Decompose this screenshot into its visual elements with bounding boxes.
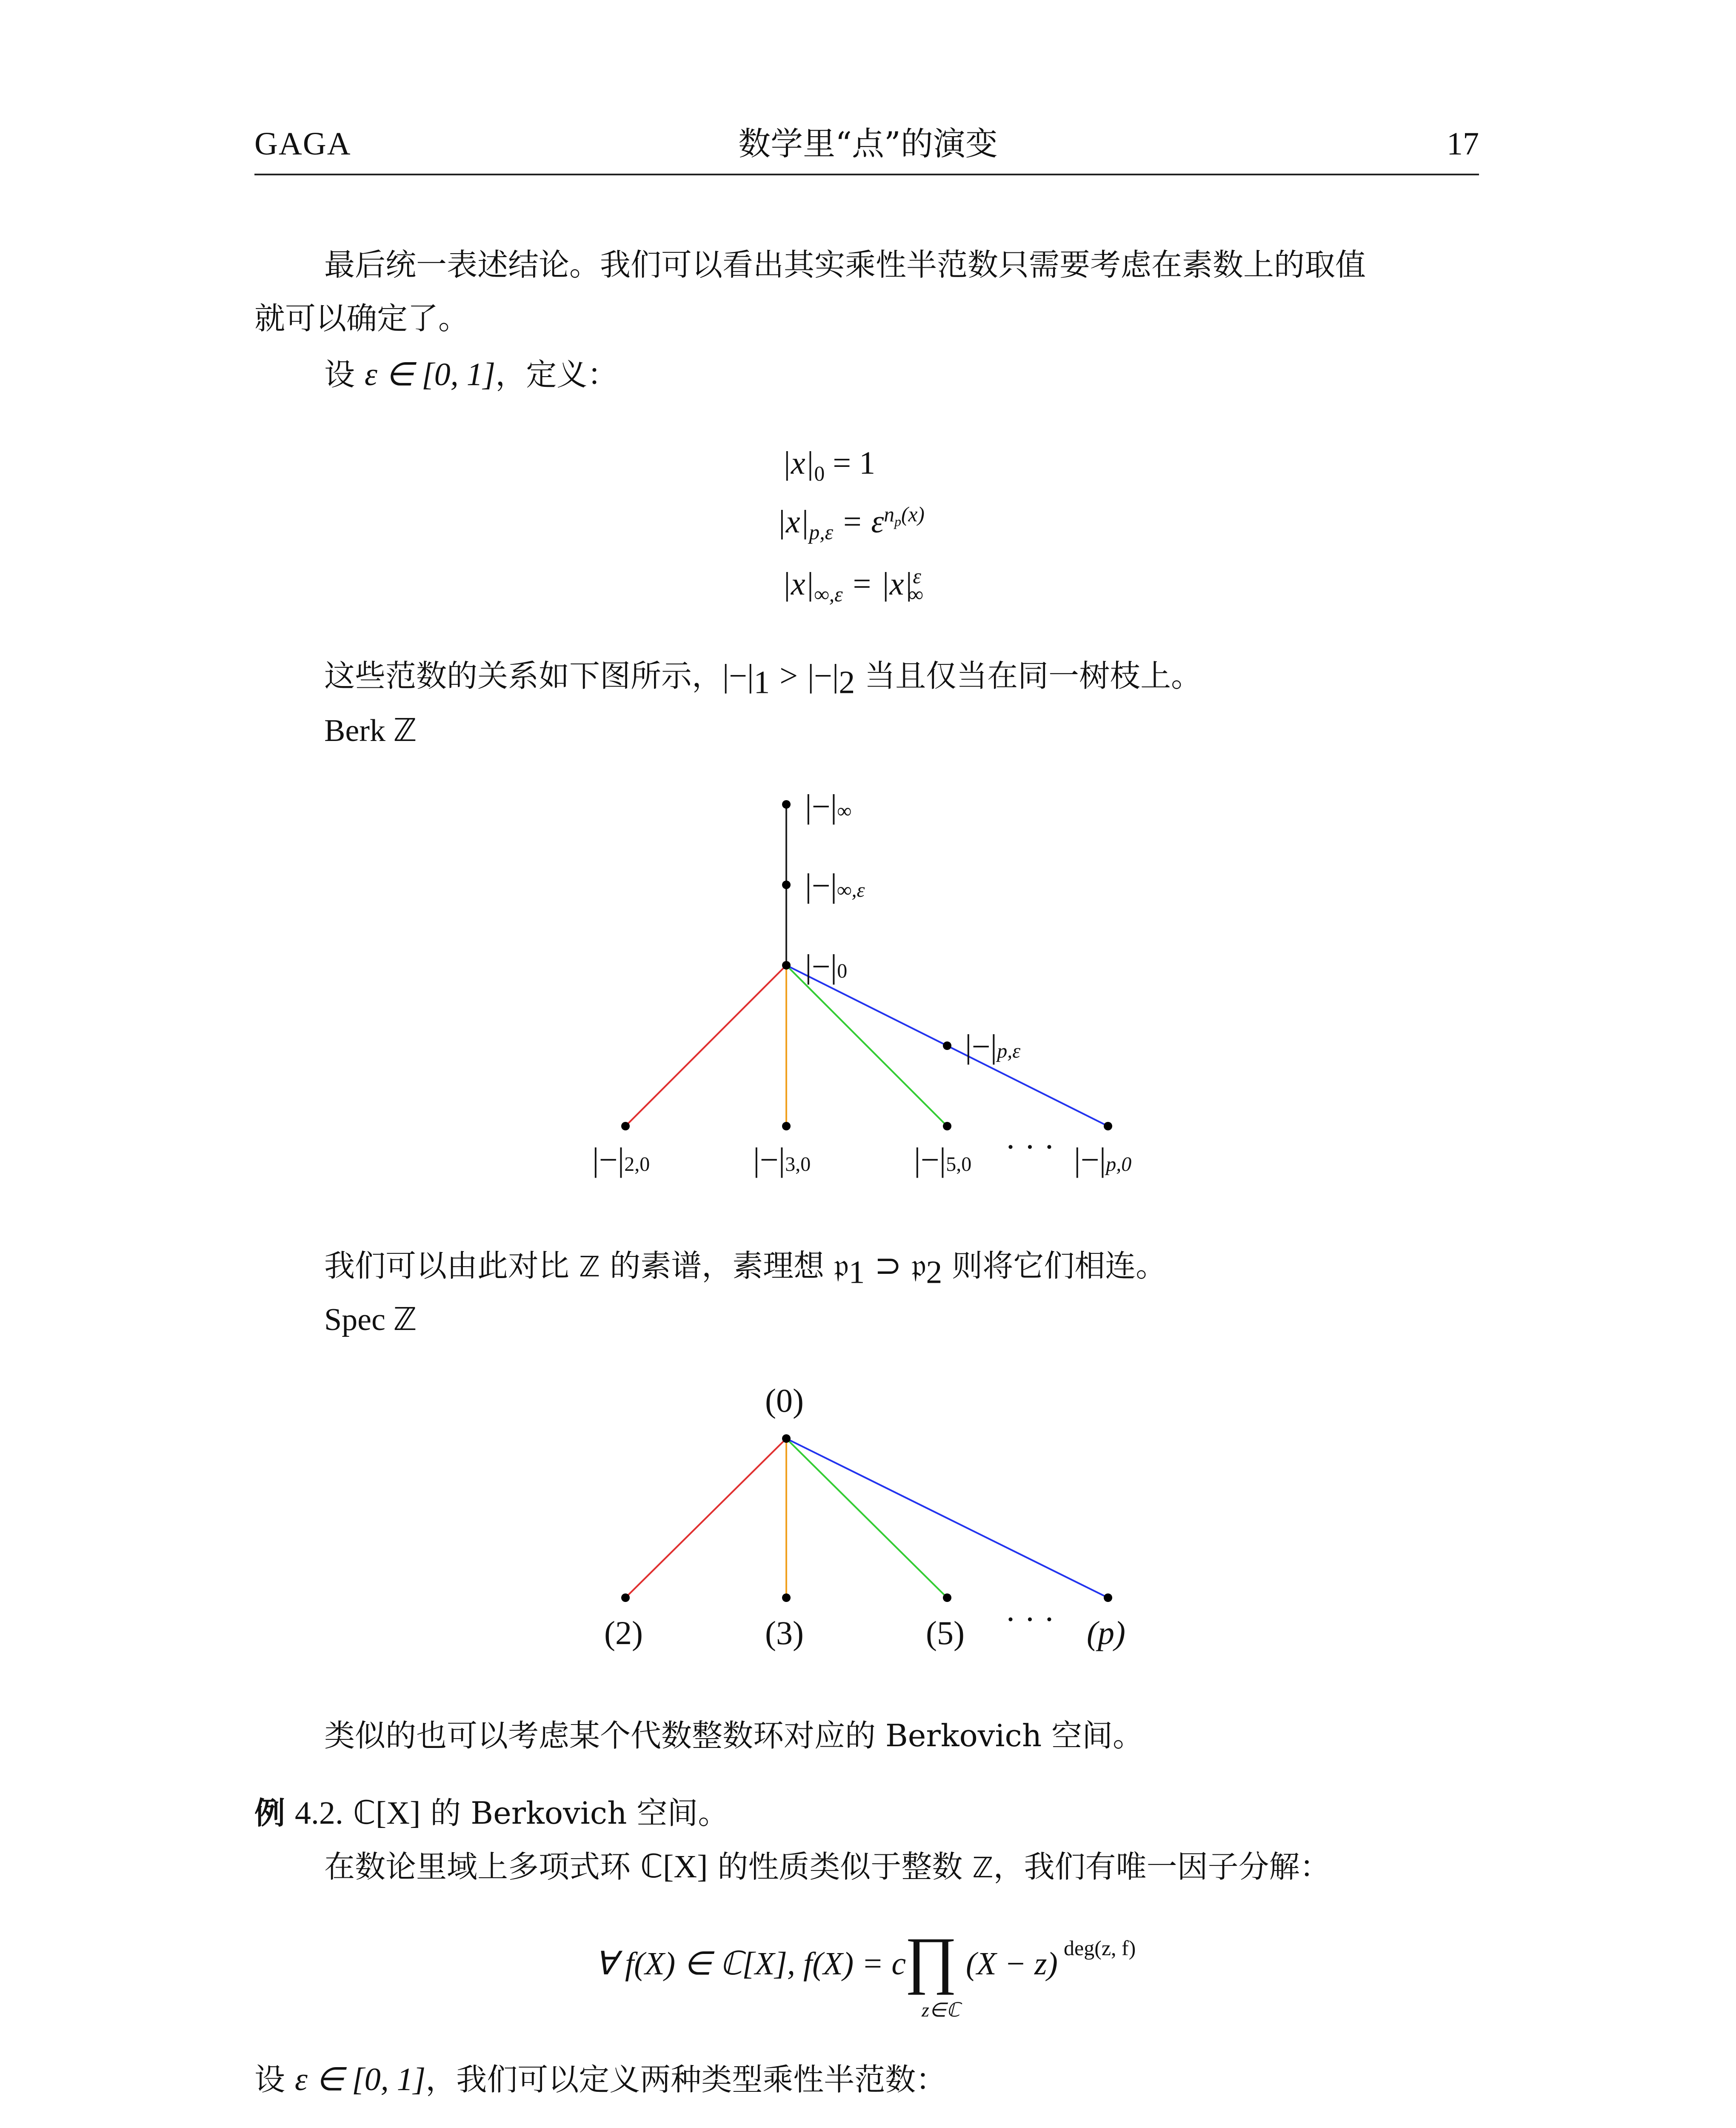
para4-prime-2: 𝔭 — [911, 1248, 926, 1284]
spec-tree-edges — [625, 1439, 1108, 1598]
example-number: 4.2. — [294, 1795, 343, 1831]
spec-node-p — [1104, 1593, 1112, 1602]
para7-lead: 设 — [254, 2062, 286, 2097]
product-index: z∈ℂ — [922, 1999, 960, 2021]
berk-tree-nodes — [621, 800, 1112, 1130]
paragraph-1-line-2: 就可以确定了。 — [254, 300, 469, 336]
eq2-lhs: |x| — [777, 504, 809, 540]
eq2-sub: p,ε — [809, 521, 834, 544]
spec-label-2: (2) — [604, 1614, 643, 1651]
spec-label-3: (3) — [765, 1614, 804, 1651]
berk-label-5: |−|5,0 — [914, 1141, 972, 1178]
para3-norm-1-sub: 1 — [754, 664, 770, 701]
eq3-sub2: ∞ — [908, 583, 924, 606]
para6-text-3: ，我们有唯一因子分解： — [993, 1849, 1331, 1885]
para2-range: ε ∈ [0, 1] — [364, 357, 496, 392]
eq2-sup: n — [884, 502, 894, 526]
para4-prime-1-sub: 1 — [848, 1254, 865, 1290]
paragraph-5: 类似的也可以考虑某个代数整数环对应的 Berkovich 空间。 — [324, 1718, 1144, 1753]
berk-node-zero — [782, 961, 791, 970]
spec-node-5 — [943, 1593, 951, 1602]
header-running-title: GAGA — [254, 126, 351, 162]
berk-edge-2 — [625, 965, 786, 1126]
spec-label-p: (p) — [1087, 1614, 1125, 1651]
para6-text-1: 在数论里域上多项式环 — [324, 1849, 631, 1885]
spec-z-title: Spec ℤ — [324, 1302, 417, 1337]
header-chapter-title: 数学里“点”的演变 — [738, 125, 998, 163]
para7-tail: ，我们可以定义两种类型乘性半范数： — [425, 2062, 947, 2097]
para4-integers: ℤ — [579, 1250, 600, 1283]
para3-text-1: 这些范数的关系如下图所示， — [324, 658, 723, 694]
eq2-suptail: (x) — [901, 502, 925, 526]
berk-label-inf: |−|∞ — [805, 788, 852, 825]
eq3-rhs: = |x| — [851, 566, 913, 602]
berk-node-p-eps — [943, 1041, 951, 1050]
spec-label-5: (5) — [926, 1614, 965, 1651]
page-number: 17 — [1447, 126, 1479, 162]
berk-tree-edges — [625, 804, 1108, 1126]
example-4-2-heading — [254, 1797, 728, 1829]
spec-edge-p — [786, 1439, 1108, 1598]
factorization-lhs: ∀ f(X) ∈ ℂ[X], f(X) = c — [595, 1946, 906, 1982]
example-tail: 的 Berkovich 空间。 — [430, 1795, 729, 1831]
eq1-rhs: = 1 — [833, 445, 876, 481]
berk-label-3: |−|3,0 — [753, 1141, 811, 1178]
para4-text-1: 我们可以由此对比 — [324, 1248, 570, 1284]
berk-label-p: |−|p,0 — [1074, 1141, 1132, 1178]
example-label: 例 — [254, 1795, 286, 1831]
spec-edge-5 — [786, 1439, 947, 1598]
eq1-lhs: |x| — [782, 445, 814, 481]
berk-label-zero: |−|0 — [805, 948, 848, 985]
eq3-lhs: |x| — [782, 566, 814, 602]
para6-integers: ℤ — [972, 1851, 994, 1884]
para2-lead: 设 — [324, 357, 355, 392]
berk-node-p — [1104, 1122, 1112, 1130]
paragraph-4 — [324, 1250, 1166, 1288]
para4-text-2: 的素谱，素理想 — [610, 1248, 825, 1284]
factor-exponent: deg(z, f) — [1064, 1936, 1136, 1960]
para7-range: ε ∈ [0, 1] — [294, 2062, 426, 2097]
berk-z-title: Berk ℤ — [324, 713, 417, 748]
berk-node-5 — [943, 1122, 951, 1130]
eq2-supsub: p — [894, 513, 902, 529]
spec-label-dots: · · · — [1005, 1601, 1055, 1638]
para4-supset: ⊃ — [874, 1248, 902, 1284]
berk-label-2: |−|2,0 — [592, 1141, 650, 1178]
para3-norm-2: |−| — [807, 658, 839, 694]
spec-edge-2 — [625, 1439, 786, 1598]
spec-node-3 — [782, 1593, 791, 1602]
paragraph-6 — [324, 1851, 1331, 1883]
berk-edge-5 — [786, 965, 947, 1126]
para4-prime-2-sub: 2 — [926, 1254, 942, 1290]
para3-norm-1: |−| — [722, 658, 754, 694]
para6-ring: ℂ[X] — [640, 1849, 708, 1885]
para3-gt: > — [779, 658, 798, 694]
eq2-rhs: = ε — [841, 504, 884, 540]
berk-node-inf — [782, 800, 791, 809]
paragraph-7 — [254, 2063, 946, 2096]
spec-node-zero — [782, 1434, 791, 1443]
eq3-sub: ∞,ε — [814, 583, 843, 606]
para4-prime-1: 𝔭 — [834, 1248, 849, 1284]
eq1-sub: 0 — [814, 462, 825, 486]
para3-text-2: 当且仅当在同一树枝上。 — [865, 658, 1202, 694]
spec-label-root: (0) — [765, 1382, 804, 1419]
berk-node-inf-eps — [782, 881, 791, 889]
para4-text-3: 则将它们相连。 — [952, 1248, 1167, 1284]
factor: (X − z) — [966, 1946, 1058, 1982]
example-ring: ℂ[X] — [353, 1795, 421, 1831]
para2-tail: ，定义： — [495, 357, 618, 392]
berk-label-inf-eps: |−|∞,ε — [805, 867, 865, 904]
paragraph-1-line-1: 最后统一表述结论。我们可以看出其实乘性半范数只需要考虑在素数上的取值 — [324, 247, 1366, 283]
para3-norm-2-sub: 2 — [839, 664, 855, 701]
berk-node-3 — [782, 1122, 791, 1130]
spec-node-2 — [621, 1593, 630, 1602]
berk-label-dots: · · · — [1005, 1128, 1055, 1165]
para6-text-2: 的性质类似于整数 — [717, 1849, 963, 1885]
product-symbol: ∏ — [905, 1925, 957, 1995]
berk-node-2 — [621, 1122, 630, 1130]
berk-label-p-eps: |−|p,ε — [965, 1028, 1021, 1065]
eq3-sup: ε — [913, 564, 921, 588]
